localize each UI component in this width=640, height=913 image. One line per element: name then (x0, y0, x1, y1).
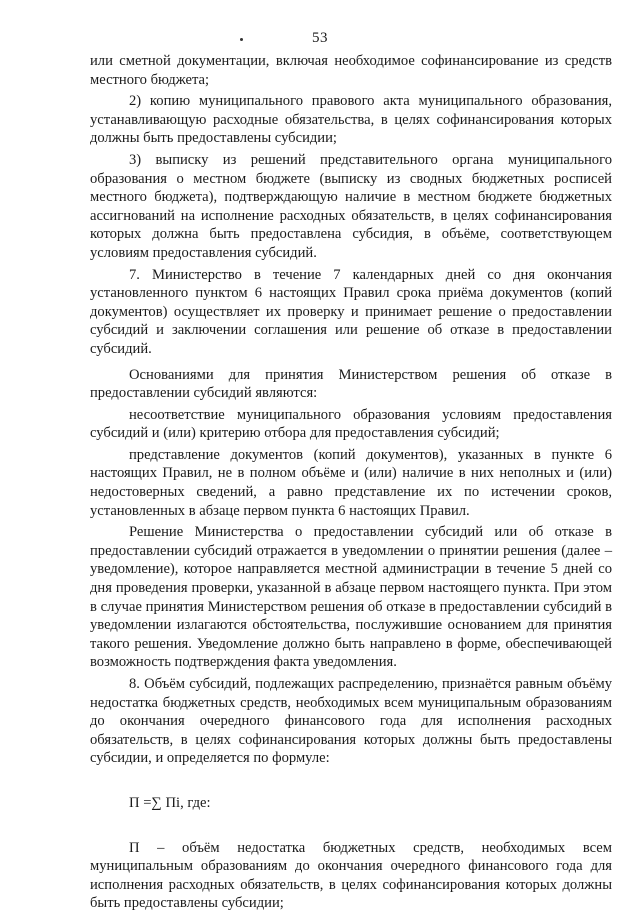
paragraph-decision-notice: Решение Министерства о предоставлении субсидий или об отказе в предоставлении субсидий отражается в уведомлении о принятии решения (далее – уведомление), которое направляется местной администрации в течение 5 дней со дня проведения проверки, указанной в абзаце первом настоящего пункта. При этом в случае принятия Министерством решения об отказе в предоставлении субсидий в уведомлении излагаются обстоятельства, послужившие основанием для принятия такого решения. Уведомление должно быть направлено в форме, обеспечивающей возможность подтверждения факта уведомления. (90, 524, 612, 671)
paragraph-ground-1: несоответствие муниципального образования условиям предоставления субсидий и (или) критерию отбора для предоставления субсидий; (90, 406, 612, 442)
paragraph-refusal-grounds: Основаниями для принятия Министерством решения об отказе в предоставлении субсидий являются: (90, 366, 612, 402)
paragraph-item-3: 3) выписку из решений представительного органа муниципального образования о местном бюджете (выписку из сводных бюджетных росписей местного бюджета), подтверждающую наличие в местном бюджете бюджетных ассигнований на исполнение расходных обязательств, в целях софинансирования которых должна быть предоставлена субсидия, в объёме, соответствующем условиям предоставления субсидий. (90, 151, 612, 261)
paragraph-definition: П – объём недостатка бюджетных средств, необходимых всем муниципальным образованиям до окончания очередного финансового года для исполнения расходных обязательств, в целях софинансирования которых должны быть предоставлены субсидии; (90, 839, 612, 912)
paragraph-item-2: 2) копию муниципального правового акта муниципального образования, устанавливающую расходные обязательства, в целях софинансирования которых должны быть предоставлены субсидии; (90, 93, 612, 147)
paragraph-section-7: 7. Министерство в течение 7 календарных дней со дня окончания установленного пунктом 6 настоящих Правил срока приёма документов (копий документов) осуществляет их проверку и принимает решение о предоставлении субсидий и заключении соглашения или решение об отказе в предоставлении субсидий. (90, 266, 612, 357)
paragraph-ground-2: представление документов (копий документов), указанных в пункте 6 настоящих Правил, не в полном объёме и (или) наличие в них неполных и (или) недостоверных сведений, а равно представление их по истечении сроков, установленных в абзаце первом пункта 6 настоящих Правил. (90, 446, 612, 519)
paragraph-section-8: 8. Объём субсидий, подлежащих распределению, признаётся равным объёму недостатка бюджетных средств, необходимых всем муниципальным образованиям до окончания очередного финансового года для исполнения расходных обязательств, в целях софинансирования которых должны быть предоставлены субсидии, и определяется по формуле: (90, 676, 612, 767)
scan-artifact (240, 38, 243, 41)
document-body (90, 52, 612, 913)
page-number: 53 (312, 30, 328, 46)
formula: П =∑ Пi, где: (129, 794, 211, 811)
paragraph-continuation: или сметной документации, включая необходимое софинансирование из средств местного бюджета; (90, 53, 612, 88)
